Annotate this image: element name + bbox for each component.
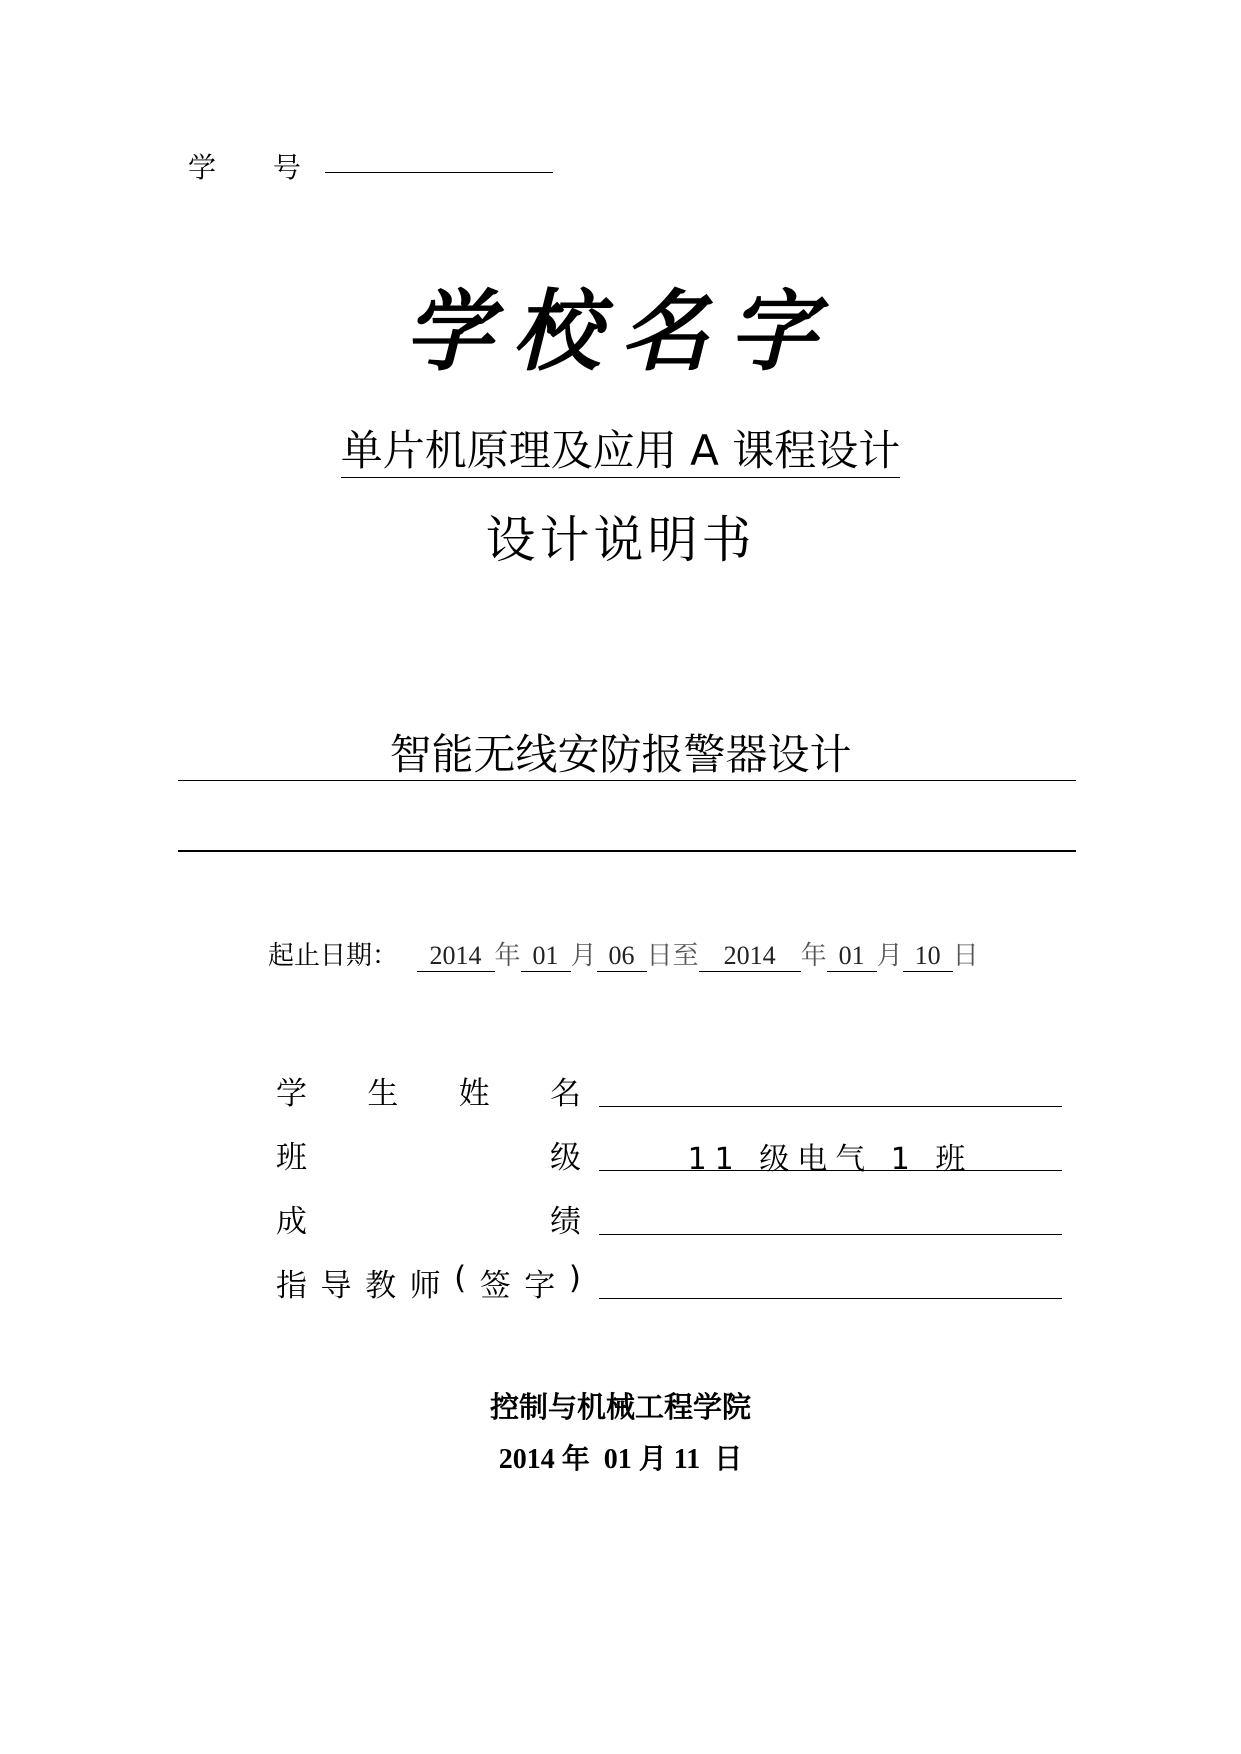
student-name-label: 学 生 姓 名 [276,1076,581,1112]
course-title [0,418,1241,478]
date-range-label: 起止日期： [268,941,399,971]
date-to-text: 日至 [646,941,699,971]
student-id-field[interactable] [325,172,553,173]
start-year: 2014 [417,942,495,972]
footer-month: 01 [603,1444,632,1475]
end-day-char: 日 [952,941,979,971]
grade-row [276,1196,1062,1242]
project-title: 智能无线安防报警器设计 [389,730,852,779]
start-day: 06 [597,942,647,972]
end-year-char: 年 [800,941,827,971]
course-title-text: 单片机原理及应用 A 课程设计 [341,426,900,478]
end-year: 2014 [699,942,801,972]
footer-month-char: 月 [638,1442,667,1475]
document-type: 设计说明书 [485,511,756,569]
grade-label: 成 绩 [276,1204,581,1240]
grade-line [599,1234,1062,1235]
start-month: 01 [521,942,571,972]
footer-day: 11 [673,1444,701,1475]
end-month: 01 [827,942,877,972]
footer-year-char: 年 [561,1442,590,1475]
class-value[interactable]: 11 级电气 1 班 [687,1142,974,1177]
date-range [268,935,979,972]
class-label: 班 级 [276,1140,581,1176]
student-name-row [276,1068,1062,1114]
end-day: 10 [903,942,953,972]
advisor-row [276,1260,1062,1306]
advisor-signature-line [599,1298,1062,1299]
start-year-char: 年 [494,941,521,971]
footer-day-char: 日 [714,1442,743,1475]
start-month-char: 月 [570,941,597,971]
project-title-second-line[interactable] [178,850,1076,852]
school-name: 学校名字 [404,279,837,383]
student-name-line [599,1106,1062,1107]
college-name: 控制与机械工程学院 [489,1390,751,1424]
project-title-underline [178,780,1076,781]
advisor-label: 指 导 教 师 ( 签 字 ) [276,1260,581,1304]
student-id-label: 学 号 [188,151,325,184]
class-line [599,1170,1062,1171]
footer-date [0,1437,1241,1477]
end-month-char: 月 [876,941,903,971]
class-row [276,1132,1062,1178]
footer-year: 2014 [498,1444,555,1475]
